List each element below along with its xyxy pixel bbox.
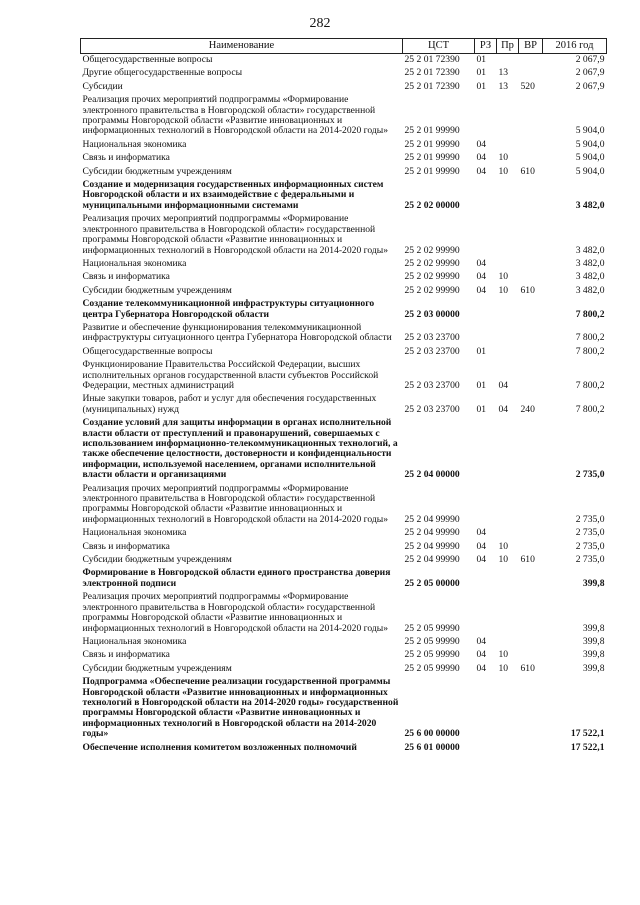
row-rz: 04	[476, 554, 487, 566]
row-rz	[475, 676, 497, 741]
table-row	[81, 81, 607, 94]
row-name: Создание условий для защиты информации в органах исполнительной власти области от преступлений и правонарушений, совершаемых с использованием информационно-телекоммуникационных технологий, а также обеспечение целостности, достоверности и конфиденциальности информации, используемой населением, органами исполнительной власти области и организациями	[82, 417, 398, 481]
header-name: Наименование	[81, 39, 403, 54]
row-amount: 5 904,0	[575, 165, 605, 177]
row-cst: 25 2 02 99990	[404, 257, 460, 269]
row-amount: 399,8	[582, 649, 605, 661]
row-name: Субсидии бюджетным учреждениям	[82, 165, 232, 177]
row-vr	[519, 649, 543, 662]
row-cst: 25 2 03 23700	[404, 345, 460, 357]
row-rz: 04	[476, 540, 487, 552]
table-row	[81, 527, 607, 540]
row-name: Общегосударственные вопросы	[82, 345, 213, 357]
table-row	[81, 67, 607, 80]
page-number: 282	[309, 16, 331, 31]
row-vr	[519, 591, 543, 636]
table-row	[81, 285, 607, 298]
header-amount: 2016 год	[543, 39, 607, 54]
row-rz: 04	[476, 527, 487, 539]
row-rz: 01	[476, 345, 487, 357]
row-pr	[497, 676, 519, 741]
row-pr: 10	[498, 271, 509, 283]
row-pr	[497, 742, 519, 755]
row-amount: 7 800,2	[575, 403, 605, 415]
row-rz	[475, 322, 497, 346]
row-amount: 7 800,2	[575, 379, 605, 391]
row-amount: 3 482,0	[575, 271, 605, 283]
row-pr	[497, 346, 519, 359]
row-vr	[519, 258, 543, 271]
row-cst: 25 2 03 23700	[404, 403, 460, 415]
row-name: Национальная экономика	[82, 257, 187, 269]
table-row	[81, 359, 607, 393]
header-rz: РЗ	[475, 39, 497, 54]
row-amount: 2 067,9	[575, 67, 605, 79]
row-vr	[519, 417, 543, 482]
row-pr: 10	[498, 284, 509, 296]
row-cst: 25 2 04 99990	[404, 527, 460, 539]
row-vr	[519, 541, 543, 554]
row-vr: 610	[520, 284, 535, 296]
row-cst: 25 2 02 00000	[404, 199, 460, 211]
row-cst: 25 2 04 99990	[404, 540, 460, 552]
row-vr	[519, 94, 543, 139]
row-amount: 2 735,0	[575, 540, 605, 552]
row-cst: 25 2 01 99990	[404, 125, 460, 137]
row-pr	[497, 179, 519, 213]
row-pr	[497, 322, 519, 346]
row-pr: 13	[498, 67, 509, 79]
row-rz: 01	[476, 80, 487, 92]
table-row	[81, 258, 607, 271]
row-vr: 610	[520, 165, 535, 177]
table-row	[81, 179, 607, 213]
row-pr	[497, 258, 519, 271]
row-name: Реализация прочих мероприятий подпрограммы «Формирование электронного правительства в Новгородской области» государственной программы Новгородской области «Развитие инновационных и информационных технологий в Новгородской области на 2014-2020 годы»	[82, 94, 388, 137]
row-rz: 04	[476, 271, 487, 283]
row-rz: 01	[476, 54, 487, 65]
row-amount: 7 800,2	[575, 308, 605, 320]
row-vr	[519, 676, 543, 741]
row-amount: 2 735,0	[575, 469, 605, 481]
row-pr: 10	[498, 554, 509, 566]
row-cst: 25 2 03 23700	[404, 379, 460, 391]
row-pr	[497, 417, 519, 482]
row-amount: 3 482,0	[575, 284, 605, 296]
row-vr	[519, 636, 543, 649]
row-rz	[475, 483, 497, 528]
row-name: Общегосударственные вопросы	[82, 54, 213, 65]
row-name: Субсидии бюджетным учреждениям	[82, 284, 232, 296]
table-row	[81, 271, 607, 284]
table-row	[81, 393, 607, 417]
row-amount: 3 482,0	[575, 199, 605, 211]
row-pr	[497, 591, 519, 636]
row-pr	[497, 139, 519, 152]
row-vr	[519, 567, 543, 591]
table-row	[81, 152, 607, 165]
row-name: Национальная экономика	[82, 635, 187, 647]
row-cst: 25 2 02 99990	[404, 271, 460, 283]
row-vr	[519, 527, 543, 540]
row-rz	[475, 591, 497, 636]
row-name: Связь и информатика	[82, 152, 170, 164]
table-row	[81, 417, 607, 482]
row-cst: 25 2 05 99990	[404, 622, 460, 634]
row-cst: 25 2 05 00000	[404, 577, 460, 589]
table-row	[81, 567, 607, 591]
row-pr	[497, 298, 519, 322]
row-pr	[497, 213, 519, 258]
row-name: Связь и информатика	[82, 649, 170, 661]
row-cst: 25 2 04 99990	[404, 513, 460, 525]
header-vr: ВР	[519, 39, 543, 54]
row-amount: 2 735,0	[575, 513, 605, 525]
row-rz	[475, 298, 497, 322]
row-vr	[519, 483, 543, 528]
row-name: Иные закупки товаров, работ и услуг для обеспечения государственных (муниципальных) нужд	[82, 393, 377, 415]
table-row	[81, 591, 607, 636]
row-vr	[519, 139, 543, 152]
row-rz: 04	[476, 152, 487, 164]
row-vr: 610	[520, 662, 535, 674]
row-name: Связь и информатика	[82, 271, 170, 283]
row-vr	[519, 271, 543, 284]
row-vr: 610	[520, 554, 535, 566]
row-rz: 04	[476, 165, 487, 177]
row-name: Реализация прочих мероприятий подпрограммы «Формирование электронного правительства в Новгородской области» государственной программы Новгородской области «Развитие инновационных и информационных технологий в Новгородской области на 2014-2020 годы»	[82, 482, 388, 525]
row-pr: 04	[498, 403, 509, 415]
row-pr	[497, 94, 519, 139]
row-amount: 2 067,9	[575, 80, 605, 92]
row-name: Реализация прочих мероприятий подпрограммы «Формирование электронного правительства в Новгородской области» государственной программы Новгородской области «Развитие инновационных и информационных технологий в Новгородской области на 2014-2020 годы»	[82, 213, 388, 256]
row-name: Связь и информатика	[82, 540, 170, 552]
row-pr	[497, 54, 519, 68]
table-row	[81, 541, 607, 554]
table-row	[81, 676, 607, 741]
row-rz: 01	[476, 403, 487, 415]
row-rz	[475, 94, 497, 139]
row-pr: 10	[498, 649, 509, 661]
row-pr: 10	[498, 152, 509, 164]
row-rz	[475, 742, 497, 755]
row-rz: 01	[476, 67, 487, 79]
row-amount: 3 482,0	[575, 257, 605, 269]
row-cst: 25 2 01 72390	[404, 67, 460, 79]
row-vr	[519, 742, 543, 755]
row-rz: 04	[476, 138, 487, 150]
row-vr: 520	[520, 80, 535, 92]
row-cst: 25 2 01 99990	[404, 165, 460, 177]
row-cst: 25 2 02 99990	[404, 284, 460, 296]
table-row	[81, 322, 607, 346]
row-name: Развитие и обеспечение функционирования телекоммуникационной инфраструктуры ситуационного центра Губернатора Новгородской области	[82, 321, 392, 344]
row-cst: 25 6 00 00000	[404, 728, 460, 740]
row-rz: 04	[476, 257, 487, 269]
row-name: Реализация прочих мероприятий подпрограммы «Формирование электронного правительства в Новгородской области» государственной программы Новгородской области «Развитие инновационных и информационных технологий в Новгородской области на 2014-2020 годы»	[82, 591, 388, 634]
row-name: Национальная экономика	[82, 138, 187, 150]
row-vr: 240	[520, 403, 535, 415]
row-cst: 25 2 01 72390	[404, 54, 460, 65]
row-vr	[519, 67, 543, 80]
row-name: Субсидии бюджетным учреждениям	[82, 554, 232, 566]
row-rz	[475, 179, 497, 213]
row-pr: 10	[498, 662, 509, 674]
row-pr	[497, 483, 519, 528]
row-amount: 17 522,1	[570, 728, 605, 740]
row-pr	[497, 636, 519, 649]
table-row	[81, 298, 607, 322]
table-row	[81, 166, 607, 179]
row-rz: 04	[476, 662, 487, 674]
row-pr: 10	[498, 165, 509, 177]
row-rz: 04	[476, 284, 487, 296]
row-amount: 5 904,0	[575, 138, 605, 150]
table-row	[81, 663, 607, 676]
row-vr	[519, 298, 543, 322]
row-name: Национальная экономика	[82, 527, 187, 539]
row-pr: 10	[498, 540, 509, 552]
row-cst: 25 2 02 99990	[404, 244, 460, 256]
row-cst: 25 2 05 99990	[404, 635, 460, 647]
row-cst: 25 2 04 00000	[404, 469, 460, 481]
row-rz: 01	[476, 379, 487, 391]
row-cst: 25 2 05 99990	[404, 649, 460, 661]
header-pr: Пр	[497, 39, 519, 54]
row-name: Создание телекоммуникационной инфраструктуры ситуационного центра Губернатора Новгородской области	[82, 298, 375, 320]
table-row	[81, 54, 607, 68]
row-amount: 399,8	[582, 635, 605, 647]
budget-table	[80, 38, 607, 755]
row-rz	[475, 213, 497, 258]
row-rz	[475, 567, 497, 591]
row-vr	[519, 152, 543, 165]
row-amount: 17 522,1	[570, 741, 605, 753]
row-rz: 04	[476, 635, 487, 647]
row-vr	[519, 359, 543, 393]
row-amount: 2 067,9	[575, 54, 605, 65]
row-pr	[497, 527, 519, 540]
row-amount: 3 482,0	[575, 244, 605, 256]
row-vr	[519, 322, 543, 346]
row-cst: 25 2 01 99990	[404, 152, 460, 164]
row-amount: 399,8	[582, 662, 605, 674]
row-vr	[519, 213, 543, 258]
row-amount: 5 904,0	[575, 152, 605, 164]
row-amount: 7 800,2	[575, 345, 605, 357]
row-name: Формирование в Новгородской области единого пространства доверия электронной подписи	[82, 567, 391, 589]
row-cst: 25 2 04 99990	[404, 554, 460, 566]
row-pr	[497, 567, 519, 591]
table-row	[81, 94, 607, 139]
table-row	[81, 139, 607, 152]
row-cst: 25 2 01 99990	[404, 138, 460, 150]
row-amount: 7 800,2	[575, 332, 605, 344]
row-vr	[519, 346, 543, 359]
table-row	[81, 649, 607, 662]
row-amount: 2 735,0	[575, 554, 605, 566]
row-amount: 5 904,0	[575, 125, 605, 137]
row-name: Обеспечение исполнения комитетом возложенных полномочий	[82, 741, 357, 753]
row-vr	[519, 54, 543, 68]
table-row	[81, 742, 607, 755]
row-cst: 25 2 03 23700	[404, 332, 460, 344]
table-header-row	[81, 39, 607, 54]
row-cst: 25 6 01 00000	[404, 741, 460, 753]
row-cst: 25 2 03 00000	[404, 308, 460, 320]
row-name: Другие общегосударственные вопросы	[82, 67, 243, 79]
table-row	[81, 483, 607, 528]
table-row	[81, 213, 607, 258]
row-name: Подпрограмма «Обеспечение реализации государственной программы Новгородской области «Развитие инновационных и информационных технологий в Новгородской области на 2014-2020 годы» государственной программы Новгородской области «Развитие инновационных и информационных технологий в Новгородской области на 2014-2020 годы»	[82, 676, 399, 740]
row-vr	[519, 179, 543, 213]
table-row	[81, 554, 607, 567]
row-name: Создание и модернизация государственных информационных систем Новгородской области и их взаимодействие с федеральными и муниципальными информационными системами	[82, 179, 384, 211]
row-name: Субсидии бюджетным учреждениям	[82, 662, 232, 674]
row-rz	[475, 417, 497, 482]
header-cst: ЦСТ	[403, 39, 475, 54]
row-pr: 13	[498, 80, 509, 92]
row-amount: 399,8	[582, 622, 605, 634]
row-amount: 2 735,0	[575, 527, 605, 539]
row-rz: 04	[476, 649, 487, 661]
row-amount: 399,8	[582, 577, 605, 589]
row-cst: 25 2 05 99990	[404, 662, 460, 674]
row-name: Функционирование Правительства Российской Федерации, высших исполнительных органов государственной власти субъектов Российской Федерации, местных администраций	[82, 359, 379, 391]
row-pr: 04	[498, 379, 509, 391]
table-row	[81, 636, 607, 649]
row-cst: 25 2 01 72390	[404, 80, 460, 92]
table-body	[81, 54, 607, 755]
table-row	[81, 346, 607, 359]
row-name: Субсидии	[82, 80, 123, 92]
